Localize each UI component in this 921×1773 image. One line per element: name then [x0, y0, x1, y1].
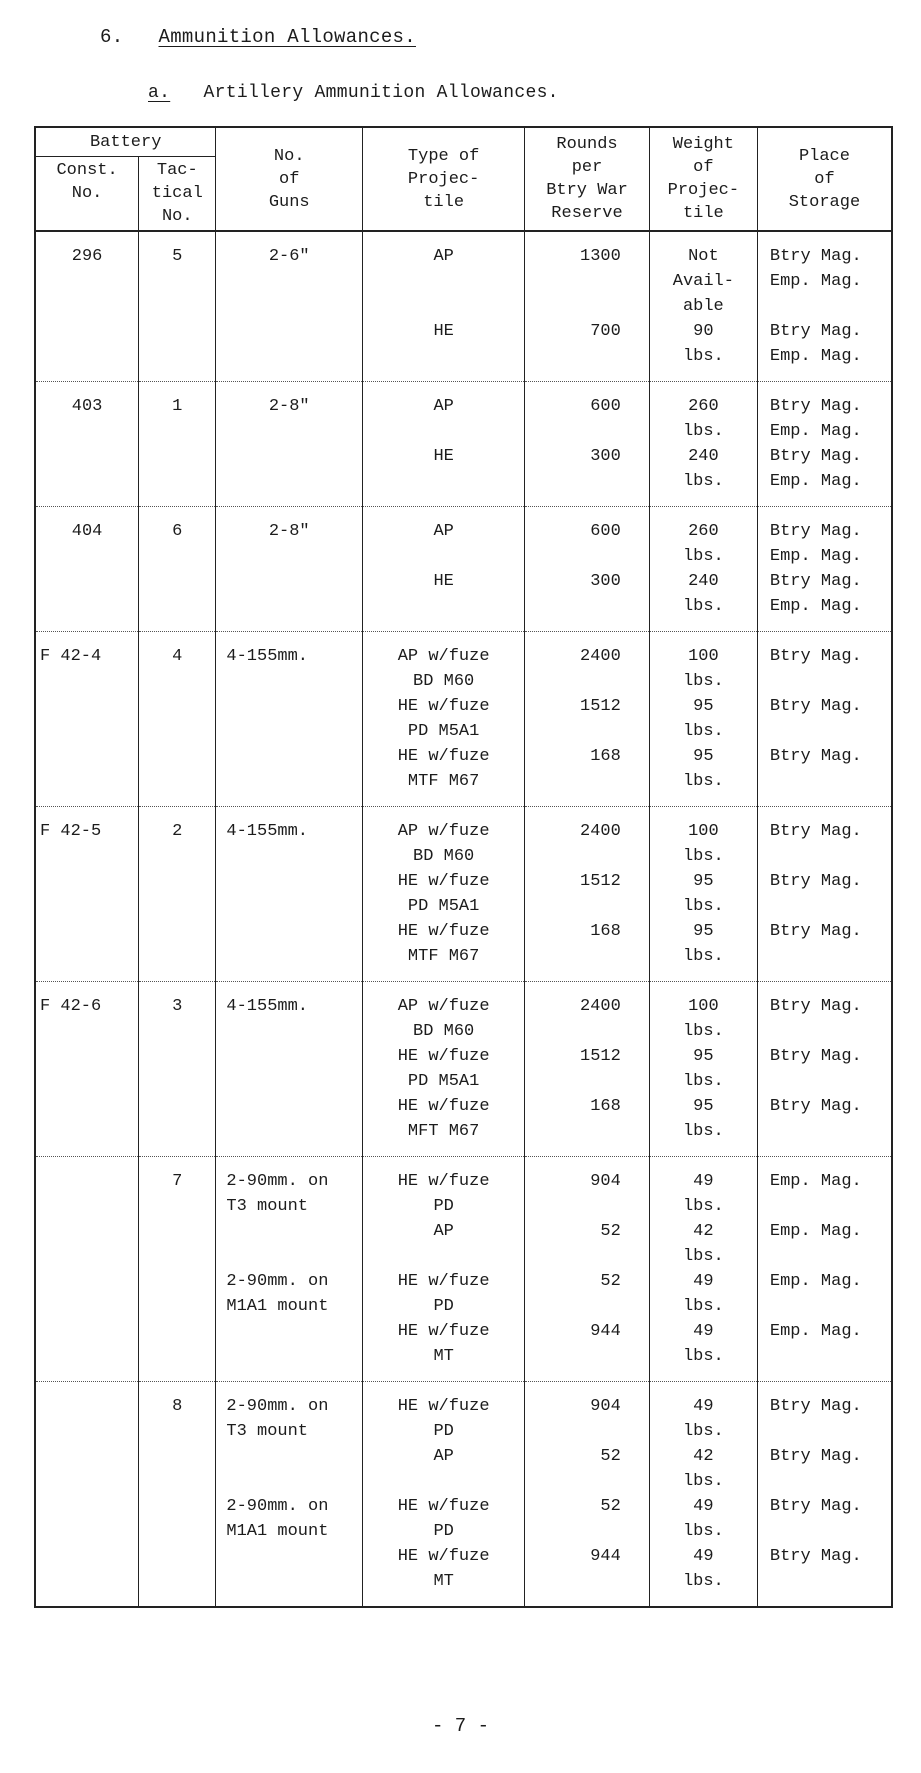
header-type-of-projectile: Type of Projec- tile: [363, 127, 525, 231]
cell-guns: 2-90mm. on T3 mount 2-90mm. on M1A1 mount: [226, 1397, 329, 1541]
table-row: [35, 1157, 892, 1382]
header-weight-of-projectile: Weight of Projec- tile: [649, 127, 757, 231]
table-row: [35, 231, 892, 382]
cell-weight: 49 lbs. 42 lbs. 49 lbs. 49 lbs.: [682, 1172, 724, 1366]
cell-const-no: F 42-6: [40, 997, 102, 1016]
cell-guns: 2-90mm. on T3 mount 2-90mm. on M1A1 mount: [226, 1172, 329, 1316]
cell-rounds: 1300 700: [580, 247, 621, 341]
cell-weight: 100 lbs. 95 lbs. 95 lbs.: [682, 822, 724, 966]
cell-projectile-type: AP w/fuze BD M60 HE w/fuze PD M5A1 HE w/fuze MFT M67: [397, 997, 490, 1141]
cell-weight: 100 lbs. 95 lbs. 95 lbs.: [682, 647, 724, 791]
table-row: [35, 807, 892, 982]
cell-guns: 4-155mm.: [226, 822, 309, 841]
cell-rounds: 904 52 52 944: [590, 1172, 621, 1341]
section-heading: [100, 26, 416, 48]
cell-rounds: 904 52 52 944: [590, 1397, 621, 1566]
cell-guns: 2-8": [268, 522, 310, 541]
cell-weight: 260 lbs. 240 lbs.: [682, 522, 724, 616]
table-row: [35, 507, 892, 632]
table-row: [35, 632, 892, 807]
cell-projectile-type: HE w/fuze PD AP HE w/fuze PD HE w/fuze MT: [397, 1172, 490, 1366]
cell-guns: 2-8": [268, 397, 310, 416]
subsection-marker: a.: [148, 83, 171, 103]
cell-storage-place: Btry Mag. Btry Mag. Btry Mag. Btry Mag.: [769, 1397, 862, 1566]
cell-projectile-type: AP w/fuze BD M60 HE w/fuze PD M5A1 HE w/fuze MTF M67: [397, 647, 490, 791]
cell-storage-place: Emp. Mag. Emp. Mag. Emp. Mag. Emp. Mag.: [769, 1172, 862, 1341]
page-number: - 7 -: [431, 1715, 489, 1737]
table-row: [35, 382, 892, 507]
header-no-of-guns: No. of Guns: [216, 127, 363, 231]
cell-rounds: 2400 1512 168: [580, 997, 621, 1116]
cell-guns: 2-6": [268, 247, 310, 266]
cell-const-no: F 42-4: [40, 647, 102, 666]
cell-projectile-type: HE w/fuze PD AP HE w/fuze PD HE w/fuze MT: [397, 1397, 490, 1591]
cell-storage-place: Btry Mag. Emp. Mag. Btry Mag. Emp. Mag.: [769, 397, 862, 491]
cell-const-no: 404: [71, 522, 103, 541]
cell-projectile-type: AP HE: [433, 397, 454, 466]
cell-const-no: 296: [71, 247, 103, 266]
cell-storage-place: Btry Mag. Emp. Mag. Btry Mag. Emp. Mag.: [769, 247, 862, 366]
cell-rounds: 2400 1512 168: [580, 647, 621, 766]
cell-storage-place: Btry Mag. Btry Mag. Btry Mag.: [769, 997, 862, 1116]
cell-const-no: F 42-5: [40, 822, 102, 841]
cell-storage-place: Btry Mag. Btry Mag. Btry Mag.: [769, 647, 862, 766]
cell-tactical-no: 7: [172, 1172, 183, 1191]
cell-const-no: [36, 1157, 138, 1181]
cell-projectile-type: AP HE: [433, 247, 454, 341]
cell-tactical-no: 5: [172, 247, 183, 266]
header-place-of-storage: Place of Storage: [757, 127, 892, 231]
header-const-no: Const. No.: [35, 157, 139, 232]
cell-rounds: 600 300: [590, 522, 621, 591]
subsection-title: Artillery Ammunition Allowances.: [203, 83, 559, 103]
table-header: [35, 127, 892, 231]
cell-tactical-no: 4: [172, 647, 183, 666]
cell-guns: 4-155mm.: [226, 647, 309, 666]
table-row: [35, 1382, 892, 1608]
cell-storage-place: Btry Mag. Emp. Mag. Btry Mag. Emp. Mag.: [769, 522, 862, 616]
cell-tactical-no: 6: [172, 522, 183, 541]
header-tactical-no: Tac- tical No.: [139, 157, 216, 232]
subsection-heading: [148, 83, 559, 103]
section-title: Ammunition Allowances.: [158, 26, 416, 48]
section-number: 6.: [100, 26, 124, 48]
cell-tactical-no: 8: [172, 1397, 183, 1416]
cell-rounds: 2400 1512 168: [580, 822, 621, 941]
cell-rounds: 600 300: [590, 397, 621, 466]
header-battery: Battery: [35, 127, 216, 157]
cell-guns: 4-155mm.: [226, 997, 309, 1016]
cell-tactical-no: 1: [172, 397, 183, 416]
cell-weight: 260 lbs. 240 lbs.: [682, 397, 724, 491]
header-rounds-per-btry-war-reserve: Rounds per Btry War Reserve: [525, 127, 650, 231]
cell-const-no: [36, 1382, 138, 1406]
cell-tactical-no: 3: [172, 997, 183, 1016]
cell-const-no: 403: [71, 397, 103, 416]
cell-weight: Not Avail- able 90 lbs.: [672, 247, 734, 366]
table-row: [35, 982, 892, 1157]
cell-storage-place: Btry Mag. Btry Mag. Btry Mag.: [769, 822, 862, 941]
cell-weight: 49 lbs. 42 lbs. 49 lbs. 49 lbs.: [682, 1397, 724, 1591]
cell-weight: 100 lbs. 95 lbs. 95 lbs.: [682, 997, 724, 1141]
cell-projectile-type: AP w/fuze BD M60 HE w/fuze PD M5A1 HE w/fuze MTF M67: [397, 822, 490, 966]
cell-tactical-no: 2: [172, 822, 183, 841]
cell-projectile-type: AP HE: [433, 522, 454, 591]
ammunition-allowances-table: [34, 126, 893, 1608]
